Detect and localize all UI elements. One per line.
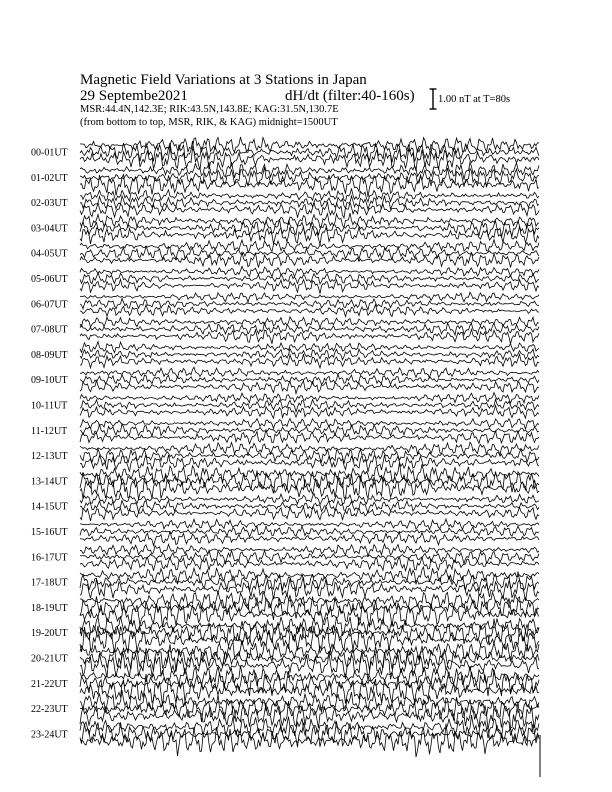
trace-RIK — [80, 526, 539, 537]
hour-label: 01-02UT — [31, 172, 68, 184]
trace-RIK — [80, 399, 539, 412]
hour-row-07-08UT — [31, 317, 539, 344]
hour-label: 06-07UT — [31, 299, 68, 311]
trace-KAG — [80, 493, 539, 504]
hour-row-01-02UT — [31, 162, 539, 197]
hour-label: 21-22UT — [31, 678, 68, 690]
hour-label: 19-20UT — [31, 628, 68, 640]
trace-KAG — [80, 419, 539, 430]
trace-MSR — [80, 507, 539, 521]
trace-RIK — [80, 298, 539, 309]
trace-KAG — [80, 266, 539, 276]
trace-MSR — [80, 305, 539, 317]
trace-KAG — [80, 665, 539, 687]
station-order-note: (from bottom to top, MSR, RIK, & KAG) midnight=1500UT — [80, 117, 338, 128]
chart-filter-info: dH/dt (filter:40-160s) — [285, 88, 415, 104]
station-coordinates: MSR:44.4N,142.3E; RIK:43.5N,143.8E; KAG:31.5N,130.7E — [80, 104, 339, 115]
trace-RIK — [80, 273, 539, 284]
trace-RIK — [80, 349, 539, 360]
trace-RIK — [80, 471, 539, 494]
hour-label: 14-15UT — [31, 501, 68, 513]
trace-KAG — [80, 213, 539, 228]
hour-row-10-11UT — [31, 393, 539, 419]
trace-KAG — [80, 317, 539, 328]
trace-RIK — [80, 196, 539, 210]
scale-label: 1.00 nT at T=80s — [438, 94, 511, 105]
hour-label: 13-14UT — [31, 476, 68, 488]
hour-label: 10-11UT — [31, 400, 68, 412]
hour-label: 12-13UT — [31, 451, 68, 463]
hour-rows — [31, 137, 540, 777]
trace-KAG — [80, 240, 539, 252]
hour-label: 23-24UT — [31, 729, 68, 741]
hour-label: 00-01UT — [31, 147, 68, 159]
trace-RIK — [80, 595, 539, 620]
chart-title: Magnetic Field Variations at 3 Stations in Japan — [80, 72, 367, 88]
trace-MSR — [80, 175, 539, 198]
hour-label: 07-08UT — [31, 324, 68, 336]
hour-label: 09-10UT — [31, 375, 68, 387]
hour-label: 20-21UT — [31, 653, 68, 665]
hour-row-03-04UT — [31, 213, 539, 244]
hour-label: 11-12UT — [31, 425, 68, 437]
trace-KAG — [80, 367, 539, 378]
trace-MSR — [80, 329, 539, 344]
hour-row-15-16UT — [31, 519, 539, 545]
hour-row-23-24UT — [31, 715, 539, 757]
hour-row-16-17UT — [31, 544, 539, 571]
trace-KAG — [80, 342, 539, 353]
hour-label: 05-06UT — [31, 274, 68, 285]
chart-date: 29 Septembe2021 — [80, 88, 188, 104]
hour-label: 22-23UT — [31, 704, 68, 716]
hour-row-04-05UT — [31, 240, 539, 268]
hour-row-05-06UT — [31, 266, 539, 293]
hour-row-12-13UT — [31, 442, 539, 472]
trace-RIK — [80, 374, 539, 384]
trace-KAG — [80, 137, 539, 154]
trace-KAG — [80, 393, 539, 404]
trace-MSR — [80, 381, 539, 394]
hour-row-14-15UT — [31, 493, 539, 521]
hour-row-06-07UT — [31, 292, 539, 317]
trace-KAG — [80, 292, 539, 302]
trace-KAG — [80, 188, 539, 201]
trace-MSR — [80, 279, 539, 293]
hour-label: 04-05UT — [31, 248, 68, 260]
hour-row-00-01UT — [31, 137, 539, 171]
hour-row-09-10UT — [31, 367, 539, 393]
hour-label: 15-16UT — [31, 527, 68, 538]
hour-label: 03-04UT — [31, 223, 68, 235]
hour-label: 17-18UT — [31, 577, 68, 589]
trace-KAG — [80, 442, 539, 455]
trace-RIK — [80, 619, 539, 645]
trace-MSR — [80, 557, 539, 571]
hour-label: 02-03UT — [31, 198, 68, 210]
trace-KAG — [80, 519, 539, 530]
hour-row-18-19UT — [31, 591, 539, 627]
hour-label: 08-09UT — [31, 349, 68, 361]
hour-row-11-12UT — [31, 419, 539, 444]
trace-RIK — [80, 449, 539, 464]
hour-row-17-18UT — [31, 567, 539, 601]
trace-RIK — [80, 501, 539, 513]
hour-label: 16-17UT — [31, 552, 68, 564]
hour-label: 18-19UT — [31, 602, 68, 614]
hour-row-08-09UT — [31, 342, 539, 368]
